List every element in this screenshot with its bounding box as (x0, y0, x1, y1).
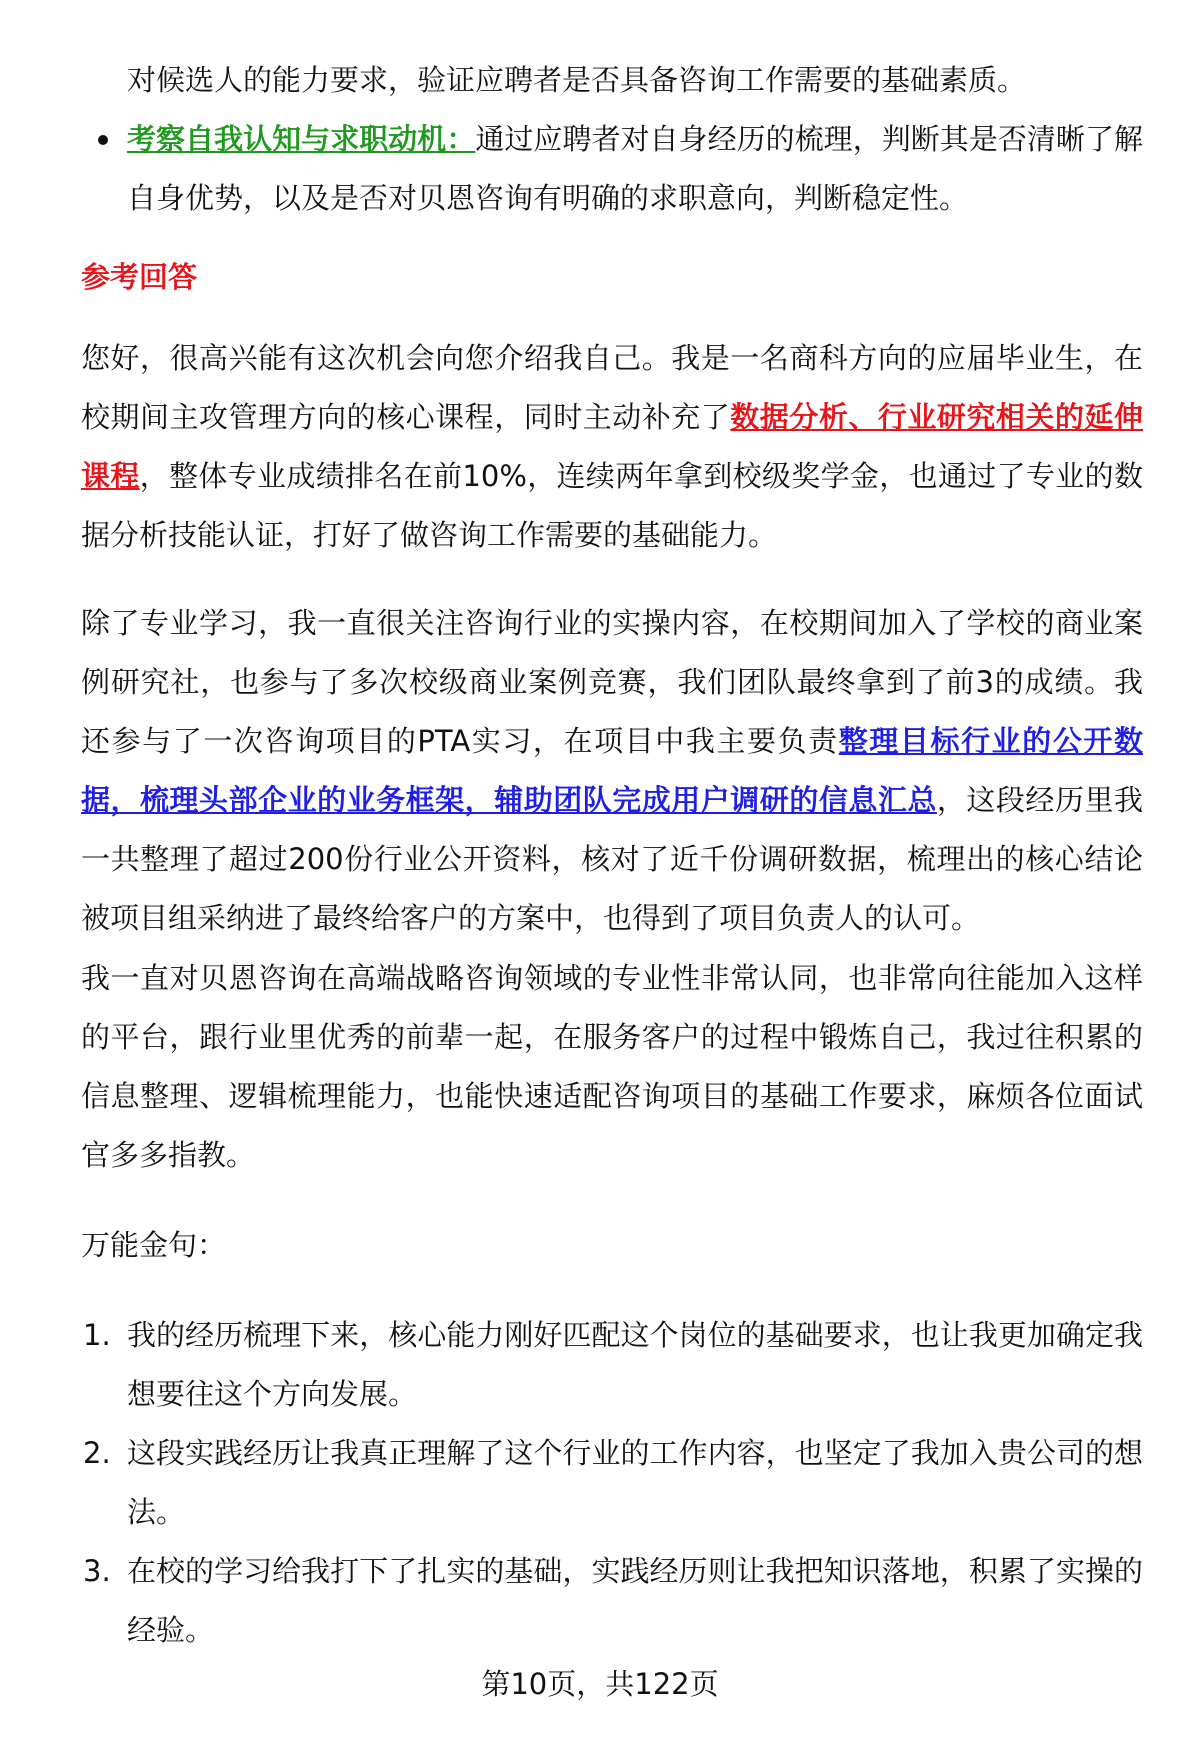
answer-paragraph-3: 我一直对贝恩咨询在高端战略咨询领域的专业性非常认同，也非常向往能加入这样的平台，跟行业里优秀的前辈一起，在服务客户的过程中锻炼自己，我过往积累的信息整理、逻辑梳理能力，也能快速适配咨询项目的基础工作要求，麻烦各位面试官多多指教。 (81, 961, 1143, 1172)
item-text: 在校的学习给我打下了扎实的基础，实践经历则让我把知识落地，积累了实操的经验。 (127, 1554, 1143, 1647)
para2-text: 除了专业学习，我一直很关注咨询行业的实操内容，在校期间加入了学校的商业案例研究社，也参与了多次校级商业案例竞赛，我们团队最终拿到了前3的成绩。我还参与了一次咨询项目的PTA实习，在项目中我主要负责 (81, 606, 1143, 758)
section-heading: 参考回答 (81, 260, 198, 294)
item-number: 2. (83, 1436, 111, 1470)
item-number: 3. (83, 1554, 111, 1588)
para1-highlight: 数据分析、行业研究相关的延伸课程 (81, 400, 1143, 493)
bullet-title: 考察自我认知与求职动机： (127, 122, 476, 156)
bullet-text: 通过应聘者对自身经历的梳理，判断其是否清晰了解自身优势，以及是否对贝恩咨询有明确的求职意向，判断稳定性。 (127, 122, 1143, 215)
para1-text: 您好，很高兴能有这次机会向您介绍我自己。我是一名商科方向的应届毕业生，在校期间主攻管理方向的核心课程，同时主动补充了 (81, 341, 1143, 434)
requirement-continuation: 对候选人的能力要求，验证应聘者是否具备咨询工作需要的基础素质。 (127, 63, 1027, 97)
item-text: 我的经历梳理下来，核心能力刚好匹配这个岗位的基础要求，也让我更加确定我想要往这个方向发展。 (127, 1318, 1143, 1411)
golden-item (83, 1542, 1143, 1660)
item-text: 这段实践经历让我真正理解了这个行业的工作内容，也坚定了我加入贵公司的想法。 (127, 1436, 1143, 1529)
item-number: 1. (83, 1318, 111, 1352)
bullet-icon (98, 135, 108, 145)
golden-item (83, 1424, 1143, 1542)
answer-paragraph-2 (81, 594, 1143, 948)
para1-text-end: ，整体专业成绩排名在前10%，连续两年拿到校级奖学金，也通过了专业的数据分析技能认证，打好了做咨询工作需要的基础能力。 (81, 459, 1143, 552)
page-footer: 第10页，共122页 (481, 1667, 719, 1701)
answer-paragraph-1 (81, 329, 1143, 565)
bullet-item (127, 110, 1143, 228)
golden-item (83, 1306, 1143, 1424)
golden-sentences-label: 万能金句： (81, 1228, 227, 1262)
para2-highlight: 整理目标行业的公开数据，梳理头部企业的业务框架，辅助团队完成用户调研的信息汇总 (81, 724, 1143, 817)
para2-text-end: ，这段经历里我一共整理了超过200份行业公开资料，核对了近千份调研数据，梳理出的核心结论被项目组采纳进了最终给客户的方案中，也得到了项目负责人的认可。 (81, 783, 1143, 935)
